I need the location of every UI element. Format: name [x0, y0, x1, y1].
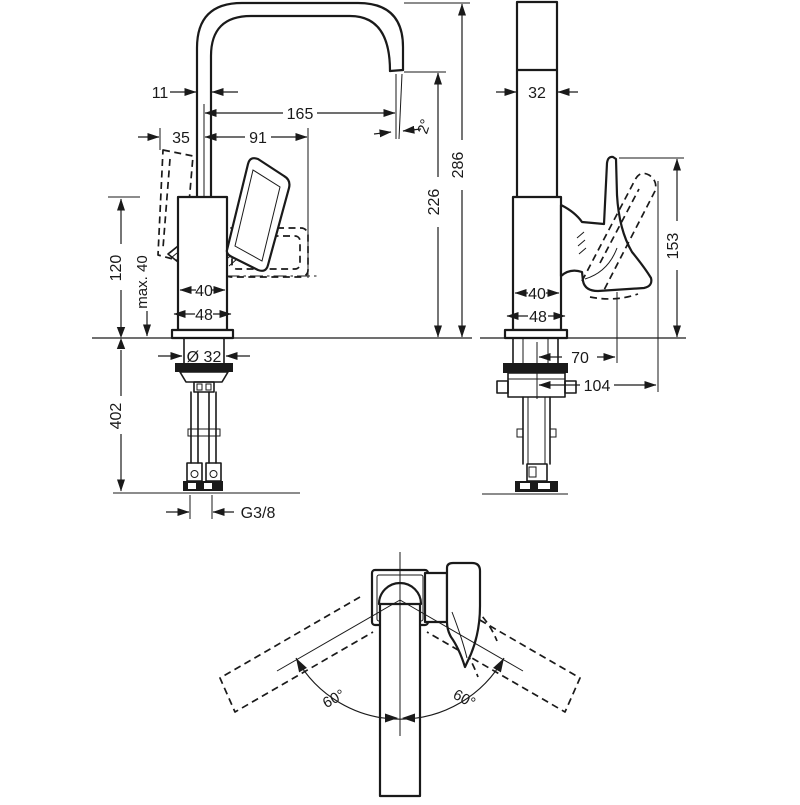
top-view [220, 552, 580, 796]
swivel-range-dashed-left [220, 597, 373, 712]
dim-spout-depth: 32 [528, 85, 546, 102]
dim-body-depth: 40 [528, 286, 546, 303]
dim-swivel-right: 60° [450, 686, 479, 712]
dim-hose-length: 402 [108, 402, 125, 430]
swivel-angle-dimensions [277, 552, 523, 736]
dim-base-width: 48 [195, 307, 213, 324]
dim-handle-reach-side: 70 [571, 350, 589, 367]
spout-front [197, 3, 403, 199]
dim-spout-reach: 165 [286, 106, 314, 123]
dim-handle-reach: 91 [249, 130, 267, 147]
dim-spout-pipe-width: 11 [151, 85, 169, 102]
dim-base-depth: 48 [529, 309, 547, 326]
front-view [92, 3, 472, 522]
handle-front [227, 158, 290, 271]
dim-handle-reach-max: 104 [583, 378, 611, 395]
side-view [480, 2, 686, 494]
dim-handle-tilt-offset: 35 [172, 130, 190, 147]
handle-top [447, 563, 480, 667]
dim-shank-diameter: Ø 32 [186, 349, 222, 366]
dim-body-height: 120 [108, 254, 125, 282]
dim-swivel-left: 60° [319, 686, 348, 712]
dim-outlet-height: 226 [426, 188, 443, 216]
dim-body-width: 40 [195, 283, 213, 300]
dim-outlet-angle: 2° [414, 117, 436, 137]
dim-total-height: 286 [450, 151, 467, 179]
dim-handle-height: 153 [665, 232, 682, 260]
dim-thread-size: G3/8 [240, 505, 276, 522]
dim-max-counter-thickness: max. 40 [134, 255, 151, 309]
front-dimensions [108, 4, 467, 522]
